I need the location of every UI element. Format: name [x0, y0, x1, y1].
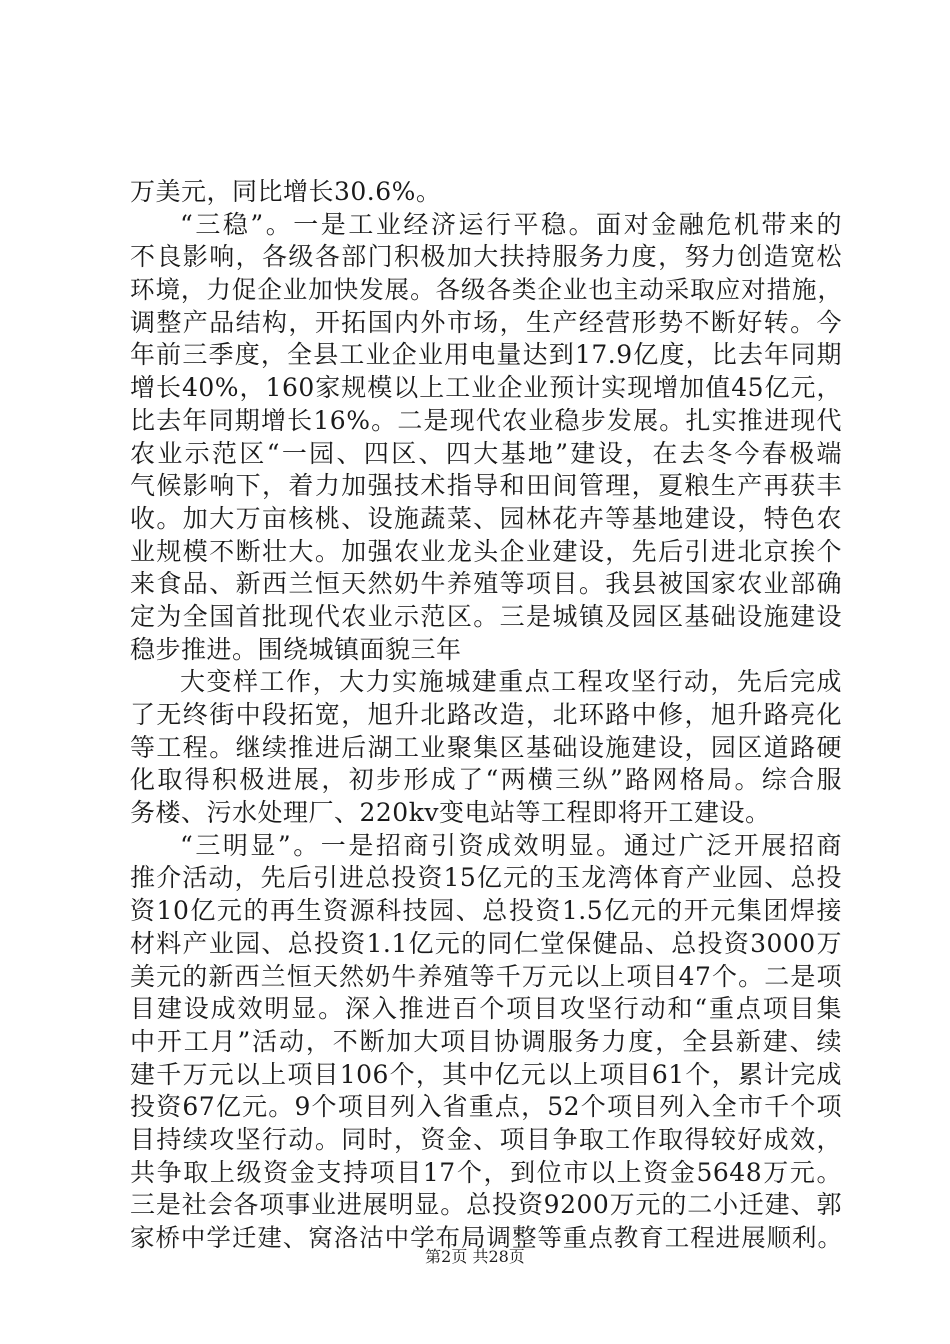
text-line: 建千万元以上项目106个，其中亿元以上项目61个，累计完成: [130, 1059, 842, 1089]
text-line: 了无终街中段拓宽，旭升北路改造，北环路中修，旭升路亮化: [130, 700, 842, 729]
text-line: 比去年同期增长16%。二是现代农业稳步发展。扎实推进现代: [130, 405, 842, 435]
text-line: 等工程。继续推进后湖工业聚集区基础设施建设，园区道路硬: [130, 732, 842, 762]
text-line: 共争取上级资金支持项目17个，到位市以上资金5648万元。: [130, 1157, 842, 1187]
text-line: 业规模不断壮大。加强农业龙头企业建设，先后引进北京挨个: [130, 536, 842, 566]
text-line: 投资67亿元。9个项目列入省重点，52个项目列入全市千个项: [130, 1092, 842, 1122]
text-line: 稳步推进。围绕城镇面貌三年: [130, 634, 462, 664]
text-line: 美元的新西兰恒天然奶牛养殖等千万元以上项目47个。二是项: [130, 961, 842, 991]
text-line: 目建设成效明显。深入推进百个项目攻坚行动和“重点项目集: [130, 994, 842, 1024]
text-line: 不良影响，各级各部门积极加大扶持服务力度，努力创造宽松: [130, 242, 842, 272]
text-line: “三稳”。一是工业经济运行平稳。面对金融危机带来的: [180, 209, 842, 239]
text-line: 农业示范区“一园、四区、四大基地”建设，在去冬今春极端: [130, 438, 842, 468]
text-line: 环境，力促企业加快发展。各级各类企业也主动采取应对措施，: [130, 275, 842, 305]
text-line: 化取得积极进展，初步形成了“两横三纵”路网格局。综合服: [130, 765, 842, 795]
text-line: 中开工月”活动，不断加大项目协调服务力度，全县新建、续: [130, 1026, 842, 1056]
page-number-footer: 第2页 共28页: [425, 1247, 525, 1266]
text-line: 家桥中学迁建、窝洛沽中学布局调整等重点教育工程进展顺利。: [130, 1223, 842, 1252]
text-line: 三是社会各项事业进展明显。总投资9200万元的二小迁建、郭: [130, 1190, 842, 1220]
text-line: 大变样工作，大力实施城建重点工程攻坚行动，先后完成: [180, 667, 842, 697]
body-text: [130, 176, 842, 1255]
text-line: 定为全国首批现代农业示范区。三是城镇及园区基础设施建设: [130, 601, 842, 631]
text-line: 资10亿元的再生资源科技园、总投资1.5亿元的开元集团焊接: [130, 896, 842, 926]
text-line: 气候影响下，着力加强技术指导和田间管理，夏粮生产再获丰: [130, 471, 842, 501]
text-line: 年前三季度，全县工业企业用电量达到17.9亿度，比去年同期: [130, 340, 842, 370]
text-line: “三明显”。一是招商引资成效明显。通过广泛开展招商: [180, 830, 842, 860]
text-line: 目持续攻坚行动。同时，资金、项目争取工作取得较好成效，: [130, 1124, 842, 1154]
text-line: 务楼、污水处理厂、220kv变电站等工程即将开工建设。: [130, 798, 771, 828]
text-line: 调整产品结构，开拓国内外市场，生产经营形势不断好转。今: [130, 307, 842, 337]
text-line: 万美元，同比增长30.6%。: [130, 177, 442, 206]
text-line: 推介活动，先后引进总投资15亿元的玉龙湾体育产业园、总投: [130, 863, 842, 893]
text-line: 材料产业园、总投资1.1亿元的同仁堂保健品、总投资3000万: [130, 928, 842, 958]
text-line: 收。加大万亩核桃、设施蔬菜、园林花卉等基地建设，特色农: [130, 503, 842, 533]
text-line: 来食品、新西兰恒天然奶牛养殖等项目。我县被国家农业部确: [130, 569, 842, 599]
text-line: 增长40%，160家规模以上工业企业预计实现增加值45亿元，: [130, 373, 842, 403]
